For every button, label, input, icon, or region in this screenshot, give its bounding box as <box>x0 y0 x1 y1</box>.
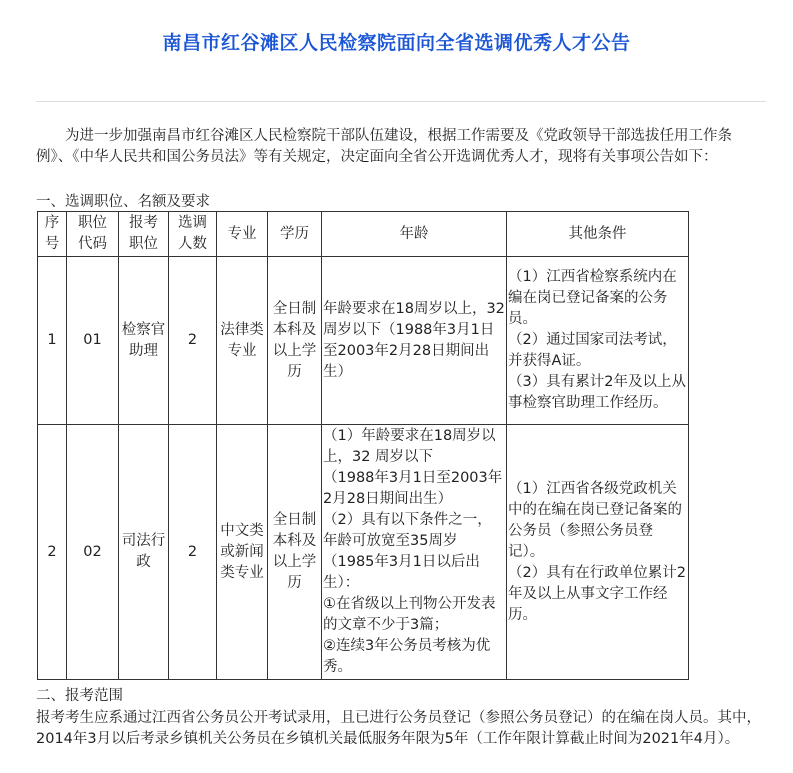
other-condition: （2）通过国家司法考试，并获得A证。 <box>508 332 677 369</box>
cell-other <box>507 425 689 680</box>
header-code: 职位 代码 <box>67 212 119 257</box>
header-education: 学历 <box>268 212 322 257</box>
cell-count: 2 <box>169 257 217 425</box>
age-line: （1988年3月1日至2003年2月28日期间出生） <box>323 470 503 507</box>
age-line: （2）具有以下条件之一，年龄可放宽至35周岁（1985年3月1日以后出生）： <box>323 512 492 591</box>
cell-code: 02 <box>67 425 119 680</box>
other-condition: （1）江西省检察系统内在编在岗已登记备案的公务员。 <box>508 269 677 327</box>
table-row <box>38 257 689 425</box>
cell-age <box>322 425 507 680</box>
cell-education: 全日制本科及以上学历 <box>268 425 322 680</box>
cell-age: 年龄要求在18周岁以上，32周岁以下（1988年3月1日至2003年2月28日期间出生） <box>322 257 507 425</box>
header-seq: 序 号 <box>38 212 67 257</box>
cell-seq: 2 <box>38 425 67 680</box>
title-divider <box>36 101 766 102</box>
section-heading-positions: 一、选调职位、名额及要求 <box>36 194 210 210</box>
age-line: ①在省级以上刊物公开发表的文章不少于3篇； <box>323 596 496 633</box>
cell-education: 全日制本科及以上学历 <box>268 257 322 425</box>
scope-paragraph: 报考考生应系通过江西省公务员公开考试录用，且已进行公务员登记（参照公务员登记）的在编在岗人员。其中，2014年3月以后考录乡镇机关公务员在乡镇机关最低服务年限为5年（工作年限计算截止时间为2021年4月）。 <box>36 710 761 747</box>
intro-paragraph: 为进一步加强南昌市红谷滩区人民检察院干部队伍建设，根据工作需要及《党政领导干部选拔任用工作条例》、《中华人民共和国公务员法》等有关规定，决定面向全省公开选调优秀人才，现将有关事项公告如下： <box>36 128 732 165</box>
header-age: 年龄 <box>322 212 507 257</box>
other-condition: （1）江西省各级党政机关中的在编在岗已登记备案的公务员（参照公务员登记）。 <box>508 480 682 560</box>
cell-major: 中文类或新闻类专业 <box>217 425 268 680</box>
age-line: ②连续3年公务员考核为优秀。 <box>323 638 491 675</box>
other-condition: （3）具有累计2年及以上从事检察官助理工作经历。 <box>508 374 686 411</box>
cell-seq: 1 <box>38 257 67 425</box>
cell-code: 01 <box>67 257 119 425</box>
age-line: （1）年龄要求在18周岁以上，32 周岁以下 <box>323 428 496 465</box>
header-other: 其他条件 <box>507 212 689 257</box>
cell-position: 司法行政 <box>119 425 169 680</box>
positions-table <box>37 211 689 680</box>
header-count: 选调 人数 <box>169 212 217 257</box>
cell-position: 检察官助理 <box>119 257 169 425</box>
table-row <box>38 425 689 680</box>
table-header-row <box>38 212 689 257</box>
header-position: 报考 职位 <box>119 212 169 257</box>
cell-major: 法律类专业 <box>217 257 268 425</box>
page-title: 南昌市红谷滩区人民检察院面向全省选调优秀人才公告 <box>162 32 631 54</box>
header-major: 专业 <box>217 212 268 257</box>
cell-count: 2 <box>169 425 217 680</box>
other-condition: （2）具有在行政单位累计2年及以上从事文字工作经历。 <box>508 564 686 623</box>
cell-other <box>507 257 689 425</box>
section-heading-scope: 二、报考范围 <box>36 688 123 704</box>
